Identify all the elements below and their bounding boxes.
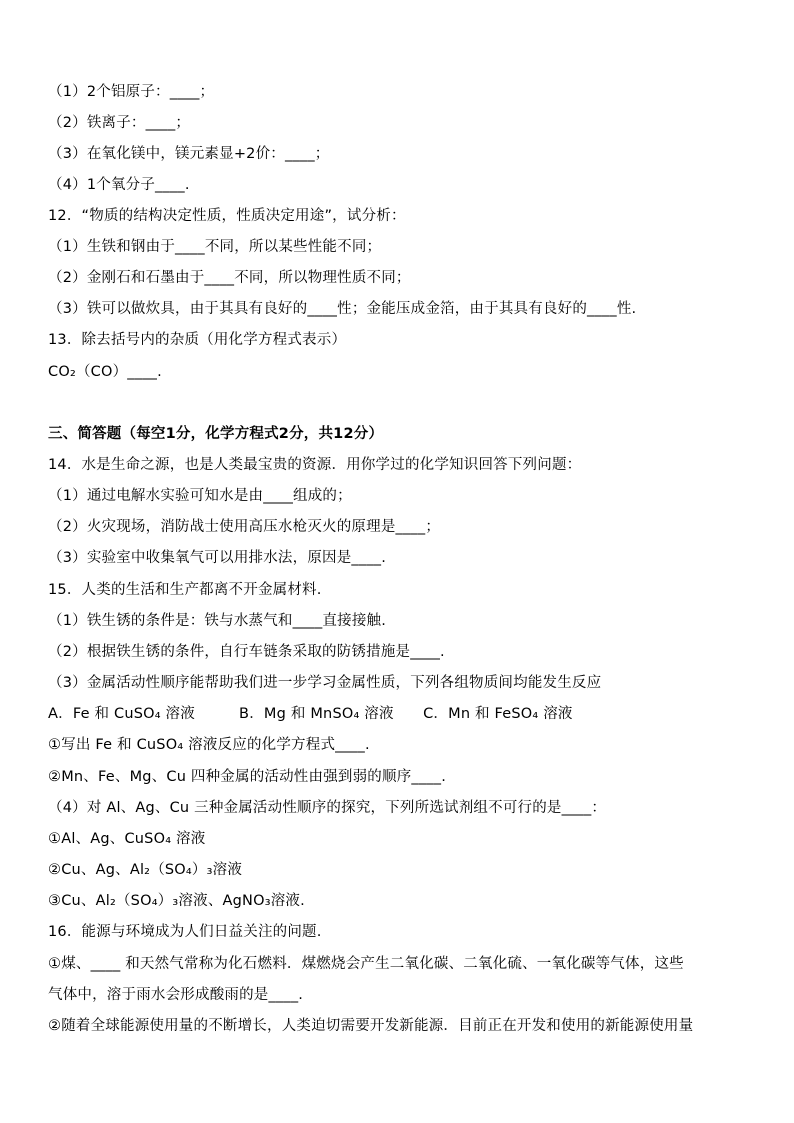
q16-stem: 16．能源与环境成为人们日益关注的问题. xyxy=(48,924,322,940)
q12-item-1: （1）生铁和钢由于____不同，所以某些性能不同； xyxy=(48,239,382,255)
q15-item-3: （3）金属活动性顺序能帮助我们进一步学习金属性质，下列各组物质间均能发生反应 xyxy=(48,675,602,691)
q14-item-3: （3）实验室中收集氧气可以用排水法，原因是____. xyxy=(48,550,387,566)
q11-item-4: （4）1个氧分子____. xyxy=(48,177,190,193)
q14-stem: 14．水是生命之源，也是人类最宝贵的资源．用你学过的化学知识回答下列问题： xyxy=(48,457,582,473)
q11-item-3: （3）在氧化镁中，镁元素显+2价：____； xyxy=(48,146,330,162)
q16-item-2: ②随着全球能源使用量的不断增长，人类迫切需要开发新能源．目前正在开发和使用的新能源使用量 xyxy=(48,1018,694,1034)
q14-item-2: （2）火灾现场，消防战士使用高压水枪灭火的原理是____； xyxy=(48,519,441,535)
q16-item-1-cont: 气体中，溶于雨水会形成酸雨的是____. xyxy=(48,987,304,1003)
section-heading: 三、简答题（每空1分，化学方程式2分，共12分） xyxy=(48,426,384,442)
q12-stem: 12．“物质的结构决定性质，性质决定用途”，试分析： xyxy=(48,208,406,224)
q12-item-3: （3）铁可以做炊具，由于其具有良好的____性；金能压成金箔，由于其具有良好的____性. xyxy=(48,301,637,317)
q13-item: CO₂（CO）____. xyxy=(48,364,162,380)
q15-sub-2: ②Mn、Fe、Mg、Cu 四种金属的活动性由强到弱的顺序____. xyxy=(48,769,447,785)
q15-reagent-3: ③Cu、Al₂（SO₄）₃溶液、AgNO₃溶液. xyxy=(48,893,305,909)
q15-item-2: （2）根据铁生锈的条件，自行车链条采取的防锈措施是____. xyxy=(48,644,445,660)
q15-stem: 15．人类的生活和生产都离不开金属材料. xyxy=(48,582,322,598)
q15-options: A．Fe 和 CuSO₄ 溶液 B．Mg 和 MnSO₄ 溶液 C．Mn 和 FeSO₄ 溶液 xyxy=(48,706,573,722)
q15-reagent-2: ②Cu、Ag、Al₂（SO₄）₃溶液 xyxy=(48,862,243,878)
q15-sub-1: ①写出 Fe 和 CuSO₄ 溶液反应的化学方程式____. xyxy=(48,737,370,753)
q14-item-1: （1）通过电解水实验可知水是由____组成的； xyxy=(48,488,352,504)
q15-reagent-1: ①Al、Ag、CuSO₄ 溶液 xyxy=(48,831,206,847)
q12-item-2: （2）金刚石和石墨由于____不同，所以物理性质不同； xyxy=(48,270,411,286)
q16-item-1: ①煤、____ 和天然气常称为化石燃料．煤燃烧会产生二氧化碳、二氧化硫、一氧化碳等气体，这些 xyxy=(48,956,684,972)
q13-stem: 13．除去括号内的杂质（用化学方程式表示） xyxy=(48,332,347,348)
q15-item-1: （1）铁生锈的条件是：铁与水蒸气和____直接接触. xyxy=(48,613,387,629)
q15-item-4: （4）对 Al、Ag、Cu 三种金属活动性顺序的探究，下列所选试剂组不可行的是____： xyxy=(48,800,607,816)
q11-item-1: （1）2个铝原子：____； xyxy=(48,84,215,100)
q11-item-2: （2）铁离子：____； xyxy=(48,115,191,131)
